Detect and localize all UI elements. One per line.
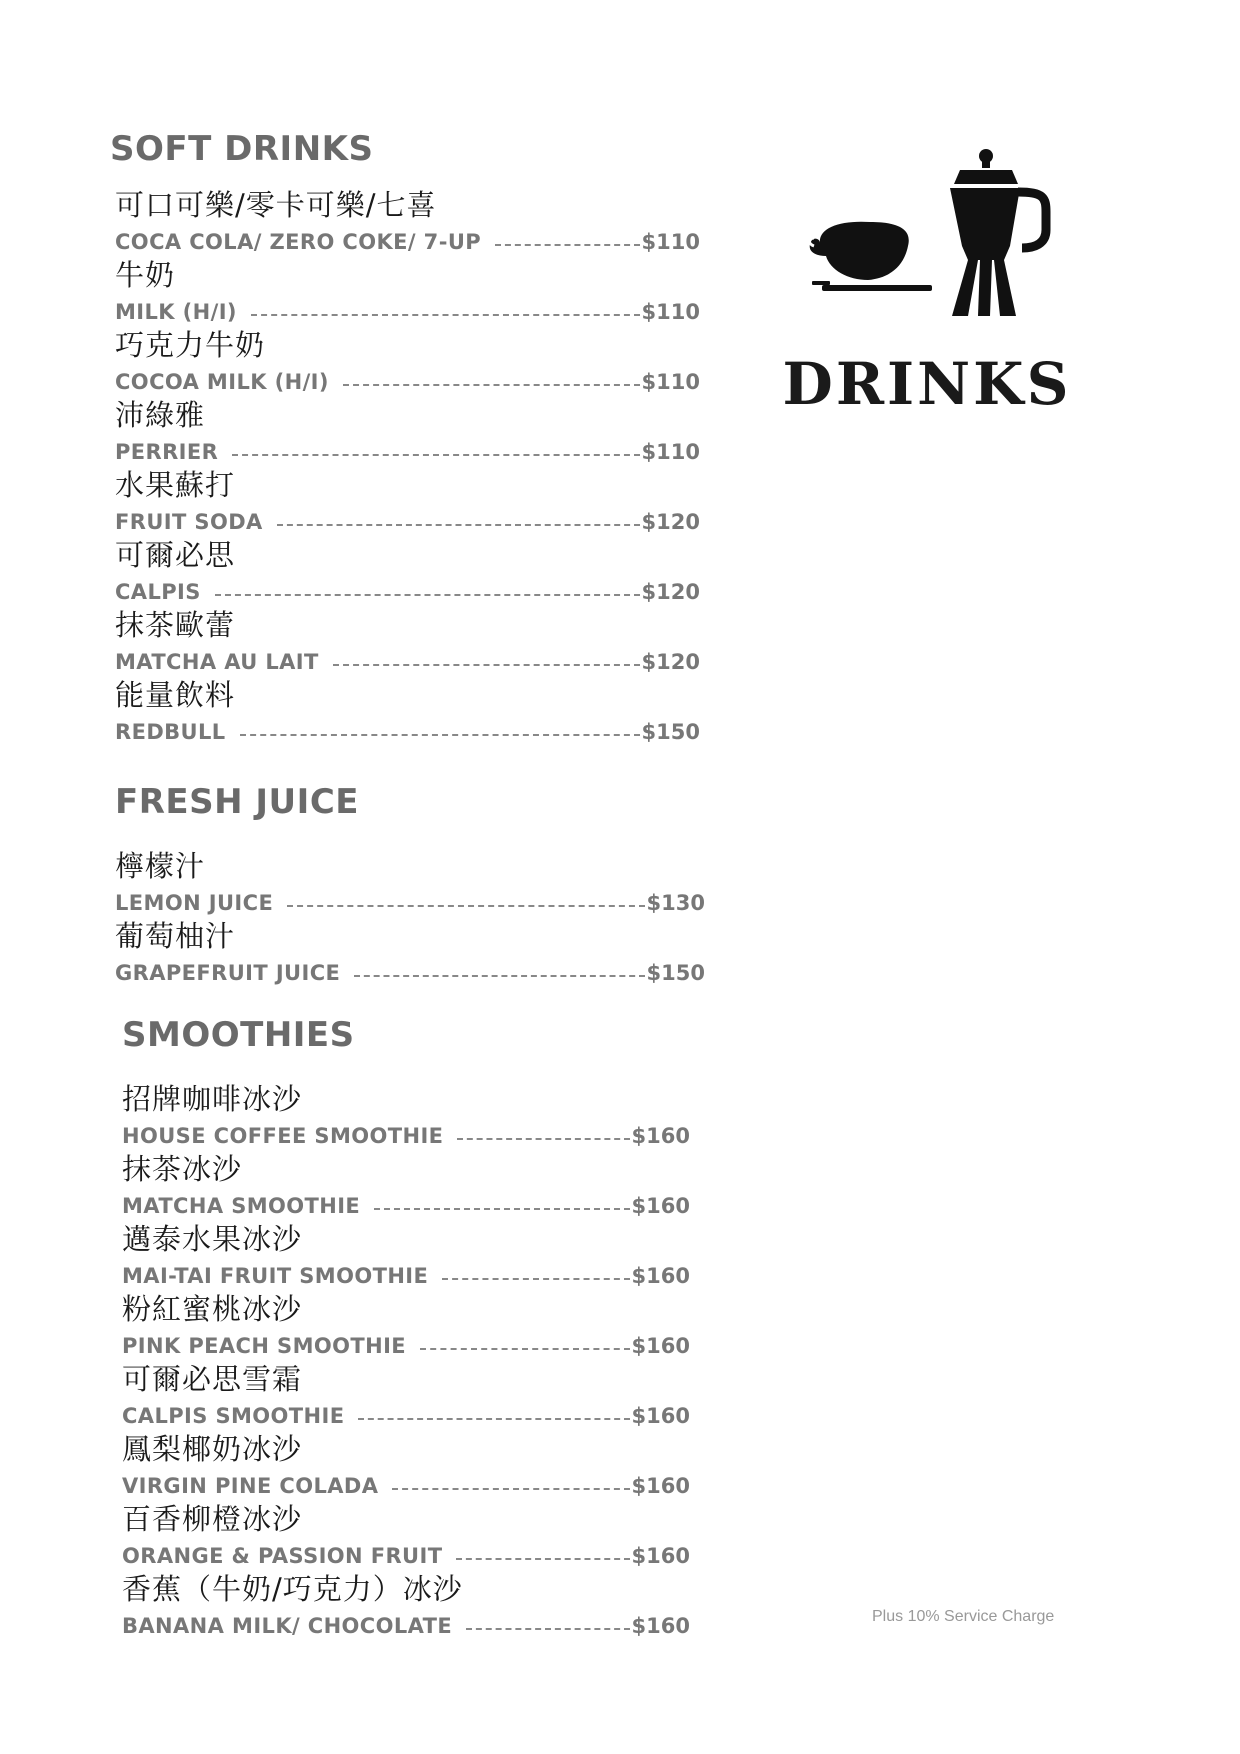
dotted-leader (240, 734, 640, 736)
dotted-leader (215, 594, 640, 596)
item-name-en: LEMON JUICE (115, 891, 274, 915)
dotted-leader (442, 1278, 629, 1280)
item-price: $160 (631, 1334, 690, 1358)
menu-item (122, 1152, 690, 1222)
section-title: SOFT DRINKS (110, 129, 374, 169)
item-name-en: BANANA MILK/ CHOCOLATE (122, 1614, 453, 1638)
dotted-leader (354, 975, 644, 977)
item-price: $160 (631, 1124, 690, 1148)
menu-item (110, 188, 700, 258)
menu-item (110, 258, 700, 328)
item-name-en: ORANGE & PASSION FRUIT (122, 1544, 443, 1568)
menu-item (110, 328, 700, 398)
item-name-en: COCA COLA/ ZERO COKE/ 7-UP (115, 230, 482, 254)
menu-item (110, 468, 700, 538)
item-name-zh: 粉紅蜜桃冰沙 (122, 1292, 303, 1326)
item-name-zh: 邁泰水果冰沙 (122, 1222, 303, 1256)
dotted-leader (392, 1488, 629, 1490)
dotted-leader (374, 1208, 629, 1210)
dotted-leader (343, 384, 640, 386)
smoothies-section (122, 1015, 690, 1642)
item-name-en: MILK (H/I) (115, 300, 237, 324)
item-name-zh: 牛奶 (115, 258, 176, 292)
item-name-zh: 招牌咖啡冰沙 (122, 1082, 303, 1116)
menu-item (122, 1362, 690, 1432)
item-price: $160 (631, 1544, 690, 1568)
item-name-en: VIRGIN PINE COLADA (122, 1474, 379, 1498)
menu-item (115, 919, 705, 989)
item-name-zh: 抹茶歐蕾 (115, 608, 236, 642)
menu-item (122, 1222, 690, 1292)
item-name-en: MAI-TAI FRUIT SMOOTHIE (122, 1264, 429, 1288)
item-name-en: COCOA MILK (H/I) (115, 370, 329, 394)
dotted-leader (232, 454, 639, 456)
item-name-zh: 水果蘇打 (115, 468, 236, 502)
menu-item (122, 1432, 690, 1502)
item-price: $150 (646, 961, 705, 985)
item-name-en: REDBULL (115, 720, 226, 744)
menu-item (122, 1292, 690, 1362)
item-price: $130 (646, 891, 705, 915)
dotted-leader (251, 314, 640, 316)
menu-item (115, 849, 705, 919)
item-name-zh: 可爾必思雪霜 (122, 1362, 303, 1396)
item-price: $110 (641, 440, 700, 464)
item-name-en: PERRIER (115, 440, 219, 464)
item-price: $160 (631, 1194, 690, 1218)
item-name-zh: 巧克力牛奶 (115, 328, 266, 362)
menu-item (122, 1502, 690, 1572)
menu-item (110, 678, 700, 748)
item-price: $160 (631, 1474, 690, 1498)
section-title: FRESH JUICE (115, 782, 359, 822)
item-price: $120 (641, 510, 700, 534)
logo-title: DRINKS (782, 350, 1072, 418)
item-name-zh: 香蕉（牛奶/巧克力）冰沙 (122, 1572, 463, 1606)
item-price: $160 (631, 1264, 690, 1288)
item-price: $160 (631, 1614, 690, 1638)
item-name-zh: 抹茶冰沙 (122, 1152, 243, 1186)
item-price: $160 (631, 1404, 690, 1428)
section-title: SMOOTHIES (122, 1015, 355, 1055)
menu-item (110, 398, 700, 468)
item-name-zh: 百香柳橙冰沙 (122, 1502, 303, 1536)
item-price: $110 (641, 230, 700, 254)
dotted-leader (287, 905, 644, 907)
item-name-en: MATCHA AU LAIT (115, 650, 319, 674)
item-price: $120 (641, 580, 700, 604)
item-name-zh: 葡萄柚汁 (115, 919, 236, 953)
fresh-juice-section (115, 782, 705, 989)
soft-drinks-section (110, 129, 700, 748)
menu-item (122, 1572, 690, 1642)
dotted-leader (456, 1558, 629, 1560)
item-name-en: CALPIS (115, 580, 201, 604)
dotted-leader (358, 1418, 629, 1420)
menu-item (122, 1082, 690, 1152)
dotted-leader (466, 1628, 629, 1630)
item-name-zh: 可口可樂/零卡可樂/七喜 (115, 188, 437, 222)
item-name-en: GRAPEFRUIT JUICE (115, 961, 341, 985)
item-price: $110 (641, 300, 700, 324)
item-name-en: MATCHA SMOOTHIE (122, 1194, 361, 1218)
dotted-leader (333, 664, 640, 666)
item-price: $120 (641, 650, 700, 674)
item-name-en: CALPIS SMOOTHIE (122, 1404, 345, 1428)
service-charge-note: Plus 10% Service Charge (872, 1608, 1055, 1625)
dotted-leader (420, 1348, 630, 1350)
dotted-leader (277, 524, 640, 526)
item-name-zh: 沛綠雅 (115, 398, 206, 432)
item-price: $110 (641, 370, 700, 394)
item-name-zh: 能量飲料 (115, 678, 236, 712)
item-name-en: HOUSE COFFEE SMOOTHIE (122, 1124, 444, 1148)
item-name-en: FRUIT SODA (115, 510, 263, 534)
item-name-zh: 檸檬汁 (115, 849, 206, 883)
dotted-leader (495, 244, 639, 246)
dotted-leader (457, 1138, 629, 1140)
item-name-zh: 可爾必思 (115, 538, 236, 572)
item-name-zh: 鳳梨椰奶冰沙 (122, 1432, 303, 1466)
menu-item (110, 538, 700, 608)
menu-item (110, 608, 700, 678)
item-name-en: PINK PEACH SMOOTHIE (122, 1334, 407, 1358)
item-price: $150 (641, 720, 700, 744)
